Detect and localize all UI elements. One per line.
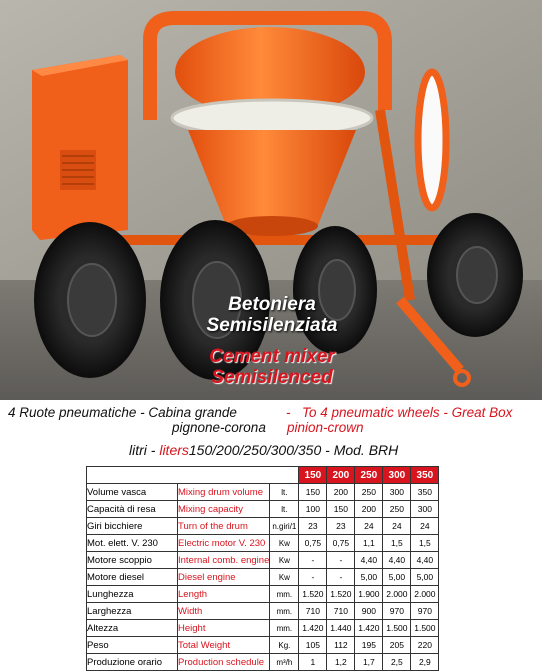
table-row xyxy=(87,484,439,501)
table-row xyxy=(87,535,439,552)
spec-label-english: Height xyxy=(178,620,270,637)
spec-value: 1.900 xyxy=(355,586,383,603)
spec-value: 2,9 xyxy=(411,654,439,671)
spec-value: 150 xyxy=(299,484,327,501)
spec-value: 300 xyxy=(411,501,439,518)
spec-value: 350 xyxy=(411,484,439,501)
spec-value: 2.000 xyxy=(383,586,411,603)
spec-value: 2.000 xyxy=(411,586,439,603)
spec-label-english: Production schedule xyxy=(178,654,270,671)
caption-italian-line1: Betoniera xyxy=(228,294,316,315)
spec-unit: lt. xyxy=(270,484,299,501)
spec-value: 1,2 xyxy=(327,654,355,671)
spec-label-english: Mixing capacity xyxy=(178,501,270,518)
spec-value: 250 xyxy=(383,501,411,518)
table-row xyxy=(87,603,439,620)
spec-value: 1,1 xyxy=(355,535,383,552)
model-header: 300 xyxy=(383,467,411,484)
spec-unit: mm. xyxy=(270,620,299,637)
motor-cabinet xyxy=(32,55,128,240)
spec-value: 23 xyxy=(327,518,355,535)
spec-value: - xyxy=(327,569,355,586)
spec-label-italian: Larghezza xyxy=(87,603,178,620)
spec-unit: Kw xyxy=(270,569,299,586)
model-header: 250 xyxy=(355,467,383,484)
spec-label-italian: Peso xyxy=(87,637,178,654)
table-header-blank xyxy=(87,467,299,484)
spec-label-italian: Giri bicchiere xyxy=(87,518,178,535)
spec-label-italian: Volume vasca xyxy=(87,484,178,501)
table-row xyxy=(87,569,439,586)
spec-label-italian: Motore diesel xyxy=(87,569,178,586)
spec-value: 205 xyxy=(383,637,411,654)
spec-value: 4,40 xyxy=(411,552,439,569)
model-header: 200 xyxy=(327,467,355,484)
spec-unit: Kg. xyxy=(270,637,299,654)
spec-value: 5,00 xyxy=(355,569,383,586)
spec-label-english: Mixing drum volume xyxy=(178,484,270,501)
spec-value: 300 xyxy=(383,484,411,501)
caption-italian-line2: Semisilenziata xyxy=(206,315,338,336)
spec-value: 1.440 xyxy=(327,620,355,637)
model-header: 350 xyxy=(411,467,439,484)
spec-value: 1.420 xyxy=(299,620,327,637)
spec-value: 24 xyxy=(383,518,411,535)
spec-value: 105 xyxy=(299,637,327,654)
spec-unit: Kw xyxy=(270,535,299,552)
spec-label-english: Turn of the drum xyxy=(178,518,270,535)
model-line xyxy=(129,442,398,458)
specs-table-body xyxy=(87,484,439,671)
spec-value: 4,40 xyxy=(355,552,383,569)
spec-label-english: Electric motor V. 230 xyxy=(178,535,270,552)
spec-value: - xyxy=(299,569,327,586)
table-row xyxy=(87,501,439,518)
spec-value: 150 xyxy=(327,501,355,518)
spec-value: 970 xyxy=(383,603,411,620)
spec-unit: mm. xyxy=(270,603,299,620)
spec-label-italian: Lunghezza xyxy=(87,586,178,603)
wheel-right-rear xyxy=(427,213,523,337)
spec-label-italian: Altezza xyxy=(87,620,178,637)
table-row xyxy=(87,586,439,603)
spec-value: 112 xyxy=(327,637,355,654)
spec-label-italian: Motore scoppio xyxy=(87,552,178,569)
hand-wheel xyxy=(418,72,446,208)
spec-value: 100 xyxy=(299,501,327,518)
table-row xyxy=(87,518,439,535)
spec-label-english: Width xyxy=(178,603,270,620)
spec-unit: m³/h xyxy=(270,654,299,671)
spec-unit: n.giri/1 xyxy=(270,518,299,535)
spec-value: 1,5 xyxy=(411,535,439,552)
spec-label-italian: Produzione orario xyxy=(87,654,178,671)
features-english-line1: To 4 pneumatic wheels - Great Box xyxy=(302,405,513,420)
spec-value: 23 xyxy=(299,518,327,535)
spec-value: - xyxy=(299,552,327,569)
features-italian-line1: 4 Ruote pneumatiche - Cabina grande xyxy=(8,405,237,420)
spec-value: 1 xyxy=(299,654,327,671)
wheel-left-front xyxy=(34,222,146,378)
spec-value: 4,40 xyxy=(383,552,411,569)
table-row xyxy=(87,637,439,654)
spec-value: 970 xyxy=(411,603,439,620)
spec-value: 1.420 xyxy=(355,620,383,637)
spec-unit: Kw xyxy=(270,552,299,569)
spec-label-english: Internal comb. engine xyxy=(178,552,270,569)
spec-value: 1,5 xyxy=(383,535,411,552)
table-row xyxy=(87,620,439,637)
spec-value: 200 xyxy=(327,484,355,501)
spec-value: 710 xyxy=(299,603,327,620)
table-row xyxy=(87,654,439,671)
spec-label-english: Total Weight xyxy=(178,637,270,654)
model-line-liters: liters xyxy=(159,442,189,458)
spec-value: 1.500 xyxy=(411,620,439,637)
spec-value: - xyxy=(327,552,355,569)
spec-value: 900 xyxy=(355,603,383,620)
spec-label-english: Length xyxy=(178,586,270,603)
spec-label-italian: Capacità di resa xyxy=(87,501,178,518)
features-dash: - xyxy=(286,405,291,420)
spec-value: 2,5 xyxy=(383,654,411,671)
caption-english-line1: Cement mixer xyxy=(209,346,335,367)
specs-table xyxy=(86,466,439,671)
spec-value: 710 xyxy=(327,603,355,620)
features-english-line2: pinion-crown xyxy=(287,420,364,435)
spec-value: 1.520 xyxy=(327,586,355,603)
spec-value: 0,75 xyxy=(299,535,327,552)
spec-unit: mm. xyxy=(270,586,299,603)
spec-value: 5,00 xyxy=(411,569,439,586)
spec-value: 24 xyxy=(355,518,383,535)
spec-value: 220 xyxy=(411,637,439,654)
spec-value: 1,7 xyxy=(355,654,383,671)
table-header-row xyxy=(87,467,439,484)
spec-value: 24 xyxy=(411,518,439,535)
spec-value: 5,00 xyxy=(383,569,411,586)
spec-unit: lt. xyxy=(270,501,299,518)
spec-value: 195 xyxy=(355,637,383,654)
spec-value: 1.500 xyxy=(383,620,411,637)
spec-label-italian: Mot. elett. V. 230 xyxy=(87,535,178,552)
caption-english-line2: Semisilenced xyxy=(211,367,333,388)
model-line-mod: - Mod. BRH xyxy=(325,442,399,458)
spec-value: 0,75 xyxy=(327,535,355,552)
spec-value: 1.520 xyxy=(299,586,327,603)
spec-label-english: Diesel engine xyxy=(178,569,270,586)
spec-value: 200 xyxy=(355,501,383,518)
model-header: 150 xyxy=(299,467,327,484)
model-line-litri: litri - xyxy=(129,442,156,458)
table-row xyxy=(87,552,439,569)
model-line-sizes: 150/200/250/300/350 xyxy=(188,442,322,458)
features-italian-line2: pignone-corona xyxy=(172,420,266,435)
spec-value: 250 xyxy=(355,484,383,501)
